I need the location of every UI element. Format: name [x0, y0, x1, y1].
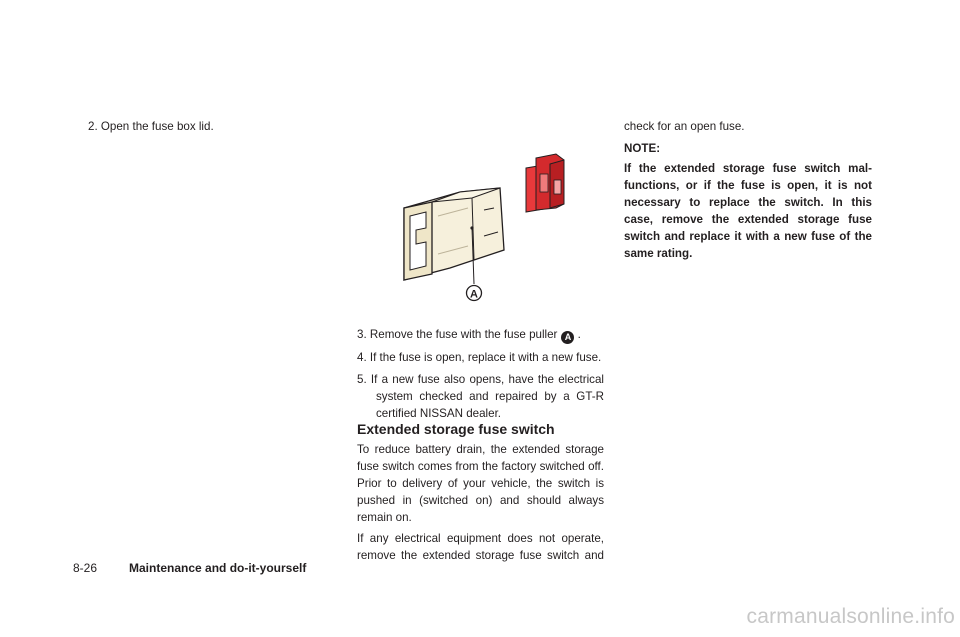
para2-line: If any electrical equipment does not operate, [357, 532, 604, 545]
step-3-end: . [577, 328, 581, 341]
note-line: case, remove the extended storage fuse [624, 213, 872, 226]
para1-line: remain on. [357, 511, 412, 524]
para1-line: pushed in (switched on) and should always [357, 494, 604, 507]
watermark: carmanualsonline.info [746, 605, 955, 628]
note-line: necessary to replace the switch. In this [624, 196, 872, 209]
para1-line: To reduce battery drain, the extended storage [357, 443, 604, 456]
section-heading: Extended storage fuse switch [357, 421, 555, 437]
section-title: Maintenance and do-it-yourself [129, 561, 307, 575]
callout-badge: A [561, 331, 574, 344]
callout-label: A [470, 288, 478, 301]
para1-line: Prior to delivery of your vehicle, the switch is [357, 477, 604, 490]
page-number: 8-26 [73, 561, 98, 575]
fuse-icon [526, 154, 564, 212]
note-label: NOTE: [624, 142, 661, 155]
step-5-line-3: certified NISSAN dealer. [376, 407, 502, 420]
para2-line: remove the extended storage fuse switch and [357, 549, 604, 562]
puller-body [404, 188, 504, 280]
note-line: functions, or if the fuse is open, it is not [624, 179, 872, 192]
fuse-puller-illustration [360, 150, 600, 310]
note-line: switch and replace it with a new fuse of the [624, 230, 872, 243]
step-3 [357, 326, 605, 344]
para1-line: fuse switch comes from the factory switched off. [357, 460, 604, 473]
step-5-line-2: system checked and repaired by a GT-R [376, 390, 604, 403]
step-2: 2. Open the fuse box lid. [88, 120, 214, 133]
continued-text: check for an open fuse. [624, 120, 745, 133]
step-3-text: 3. Remove the fuse with the fuse puller [357, 328, 558, 341]
note-line: same rating. [624, 247, 693, 260]
step-5-line-1: 5. If a new fuse also opens, have the electrical [357, 373, 604, 386]
note-line: If the extended storage fuse switch mal- [624, 162, 872, 175]
step-4: 4. If the fuse is open, replace it with a new fuse. [357, 351, 602, 364]
